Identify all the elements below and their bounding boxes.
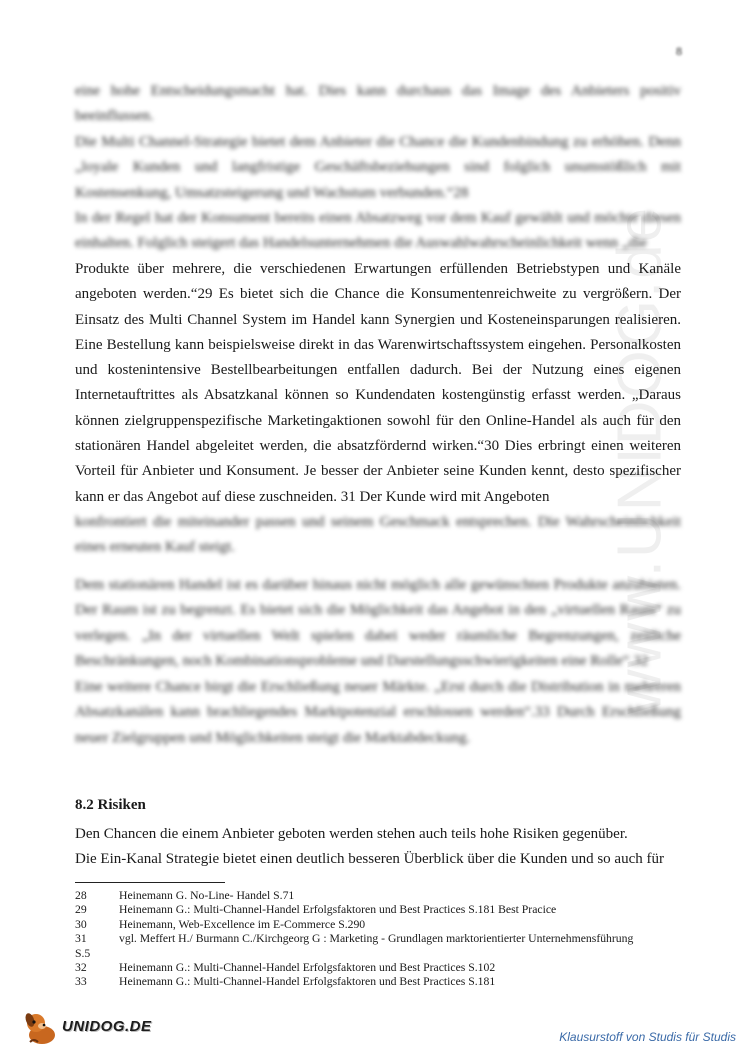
paragraph-blurred-5: Dem stationären Handel ist es darüber hinaus nicht möglich alle gewünschten Produkte anzubieten. Der Raum ist zu begrenzt. Es bietet sich die Möglichkeit das Angebot in den „virtuellen Raum“ zu verlegen. „In der virtuellen Welt spielen dabei weder räumliche Begrenzungen, zeitliche Beschränkungen, noch Kombinationsprobleme und Darstellungsschwierigkeiten eine Rolle“.32 [75,577,681,669]
footnote-item: 32 Heinemann G.: Multi-Channel-Handel Erfolgsfaktoren und Best Practices S.102 [75,961,496,974]
paragraph-blurred-2: Die Multi Channel-Strategie bietet dem Anbieter die Chance die Kundenbindung zu erhöhen. Denn „loyale Kunden und langfristige Geschäftsbeziehungen sind folglich unumstößlich mit Kostensenkung, Umsatzsteigerung und Wachstum verbunden.“28 [75,134,681,201]
unidog-logo [22,1008,152,1048]
risk-line-2: Die Ein-Kanal Strategie bietet einen deutlich besseren Überblick über die Kunden und so auch für [75,851,664,867]
footnote-item: 30 Heinemann, Web-Excellence im E-Commerce S.290 [75,917,366,931]
page-number: 8 [676,44,682,58]
paragraph-blurred-3: In der Regel hat der Konsument bereits einen Absatzweg vor dem Kauf gewählt und möchte diesen einhalten. Folglich steigert das Handelsunternehmen die Auswahlwahrscheinlichkeit wenn „die [75,210,681,252]
paragraph-blurred-4: konfrontiert die miteinander passen und seinem Geschmack entsprechen. Die Wahrscheinlichkeit eines erneuten Kauf steigt. [75,514,681,556]
footnote-rule [75,882,225,883]
dog-icon [22,1008,62,1048]
footnote-item: 29 Heinemann G.: Multi-Channel-Handel Erfolgsfaktoren und Best Practices S.181 Best Pracice [75,903,557,917]
logo-text: UNIDOG.DE [62,1018,152,1035]
footnote-item: 33 Heinemann G.: Multi-Channel-Handel Erfolgsfaktoren und Best Practices S.181 [75,975,496,989]
paragraph-blurred-1: eine hohe Entscheidungsmacht hat. Dies kann durchaus das Image des Anbieters positiv beeinflussen. [75,83,681,125]
paragraph-blurred-6: Eine weitere Chance birgt die Erschließung neuer Märkte. „Erst durch die Distribution in mehreren Absatzkanälen kann brachliegendes Marktpotenzial erschlossen werden“.33 Durch Erschließung neuer Zielgruppen und Möglichkeiten steigt die Marktabdeckung. [75,679,681,746]
risk-line-1: Den Chancen die einem Anbieter geboten werden stehen auch teils hohe Risiken gegenüber. [75,826,628,842]
section-heading: 8.2 Risiken [75,797,146,813]
watermark-text: www.UNIDOG.de [605,205,675,715]
tagline: Klausurstoff von Studis für Studis [559,1030,736,1044]
paragraph-main: Produkte über mehrere, die verschiedenen Erwartungen erfüllenden Betriebstypen und Kanäle angeboten werden.“29 Es bietet sich die Chance die Konsumentenreichweite zu vergrößern. Der Einsatz des Multi Channel System im Handel kann Synergien und Kosteneinsparungen realisieren. Eine Bestellung kann beispielsweise direkt in das Warenwirtschaftssystem eingehen. Personalkosten und kostenintensive Bestellbearbeitungen entfallen dadurch. Bei der Nutzung eines eigenen Internetauftrittes als Absatzkanal können so Kundendaten kostengünstig erfasst werden. „Daraus können zielgruppenspezifische Marketingaktionen sowohl für den Online-Handel als auch für den stationären Handel abgeleitet werden, die absatzfördernd wirken.“30 Dies erbringt einen weiteren Vorteil für Anbieter und Konsument. Je besser der Anbieter seine Kunden kennt, desto spezifischer kann er das Angebot auf diese zuschneiden. 31 Der Kunde wird mit Angeboten [75,261,681,505]
footnote-item: 31 vgl. Meffert H./ Burmann C./Kirchgeorg G : Marketing - Grundlagen marktorientierter Unternehmensführung [75,932,634,946]
footnote-item: 28 Heinemann G. No-Line- Handel S.71 [75,889,295,902]
footnote-item: S.5 [75,946,91,960]
